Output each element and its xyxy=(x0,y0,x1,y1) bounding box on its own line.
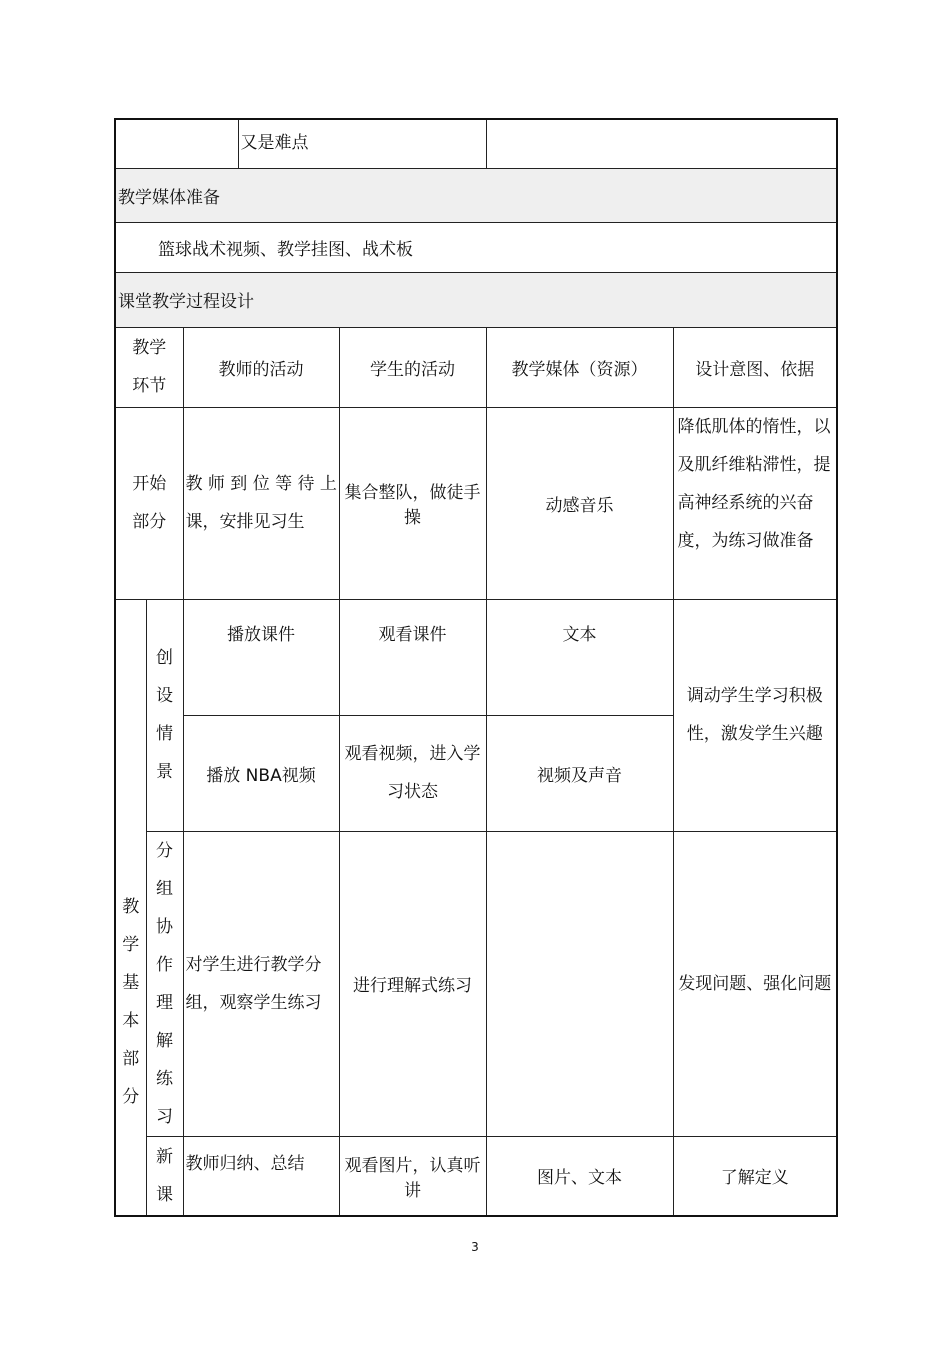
situation-teacher-2: 播放 NBA视频 xyxy=(183,715,339,831)
basic-section-label-text: 教学基本部分 xyxy=(122,897,140,1108)
basic-section-label xyxy=(115,599,146,1216)
opening-intent-text: 降低肌体的惰性，以及肌纤维粘滞性，提高神经系统的兴奋度，为练习做准备 xyxy=(677,416,831,551)
group-student: 进行理解式练习 xyxy=(339,831,486,1136)
opening-student: 集合整队，做徒手操 xyxy=(339,407,486,599)
process-heading-row xyxy=(115,272,837,327)
situation-teacher-1: 播放课件 xyxy=(183,599,339,715)
situation-media-1: 文本 xyxy=(486,599,673,715)
situation-media-2: 视频及声音 xyxy=(486,715,673,831)
newlesson-intent: 了解定义 xyxy=(673,1136,837,1216)
media-prep-content: 篮球战术视频、教学挂图、战术板 xyxy=(115,222,837,272)
opening-row xyxy=(115,407,837,599)
media-prep-heading: 教学媒体准备 xyxy=(115,168,837,222)
header-media: 教学媒体（资源） xyxy=(486,327,673,407)
opening-stage xyxy=(115,407,183,599)
group-intent xyxy=(673,831,837,1136)
header-student: 学生的活动 xyxy=(339,327,486,407)
opening-teacher-text: 教 师 到 位 等 待 上课，安排见习生 xyxy=(185,474,337,532)
group-label-text: 分组协作理解练习 xyxy=(156,840,173,1127)
group-label xyxy=(146,831,183,1136)
header-teacher: 教师的活动 xyxy=(183,327,339,407)
page-number: 3 xyxy=(471,1240,479,1254)
opening-intent xyxy=(673,407,837,599)
process-heading: 课堂教学过程设计 xyxy=(115,272,837,327)
header-stage xyxy=(115,327,183,407)
newlesson-teacher: 教师归纳、总结 xyxy=(183,1136,339,1216)
group-teacher-text: 对学生进行教学分组，观察学生练习 xyxy=(185,954,322,1013)
media-prep-content-row xyxy=(115,222,837,272)
newlesson-student: 观看图片，认真听讲 xyxy=(339,1136,486,1216)
newlesson-label-text: 新课 xyxy=(156,1146,173,1205)
top-row-blank xyxy=(115,119,238,168)
newlesson-row xyxy=(115,1136,837,1216)
group-intent-text: 发现问题、强化问题 xyxy=(678,973,832,994)
situation-intent-text: 调动学生学习积极性，激发学生兴趣 xyxy=(686,686,823,744)
group-media xyxy=(486,831,673,1136)
column-header-row xyxy=(115,327,837,407)
situation-student-2-text: 观看视频，进入学习状态 xyxy=(344,744,481,802)
top-row xyxy=(115,119,837,168)
opening-stage-text: 开始部分 xyxy=(132,474,167,532)
situation-student-1: 观看课件 xyxy=(339,599,486,715)
lesson-plan-table xyxy=(114,118,838,1217)
situation-student-2 xyxy=(339,715,486,831)
group-teacher xyxy=(183,831,339,1136)
top-row-text: 又是难点 xyxy=(238,119,486,168)
opening-teacher xyxy=(183,407,339,599)
situation-label xyxy=(146,599,183,831)
header-intent: 设计意图、依据 xyxy=(673,327,837,407)
opening-media: 动感音乐 xyxy=(486,407,673,599)
newlesson-media: 图片、文本 xyxy=(486,1136,673,1216)
newlesson-label xyxy=(146,1136,183,1216)
media-prep-heading-row xyxy=(115,168,837,222)
situation-intent xyxy=(673,599,837,831)
group-row xyxy=(115,831,837,1136)
top-row-empty xyxy=(486,119,837,168)
header-stage-text: 教学环节 xyxy=(132,338,167,396)
situation-label-text: 创设情景 xyxy=(156,648,173,782)
situation-row-1 xyxy=(115,599,837,715)
